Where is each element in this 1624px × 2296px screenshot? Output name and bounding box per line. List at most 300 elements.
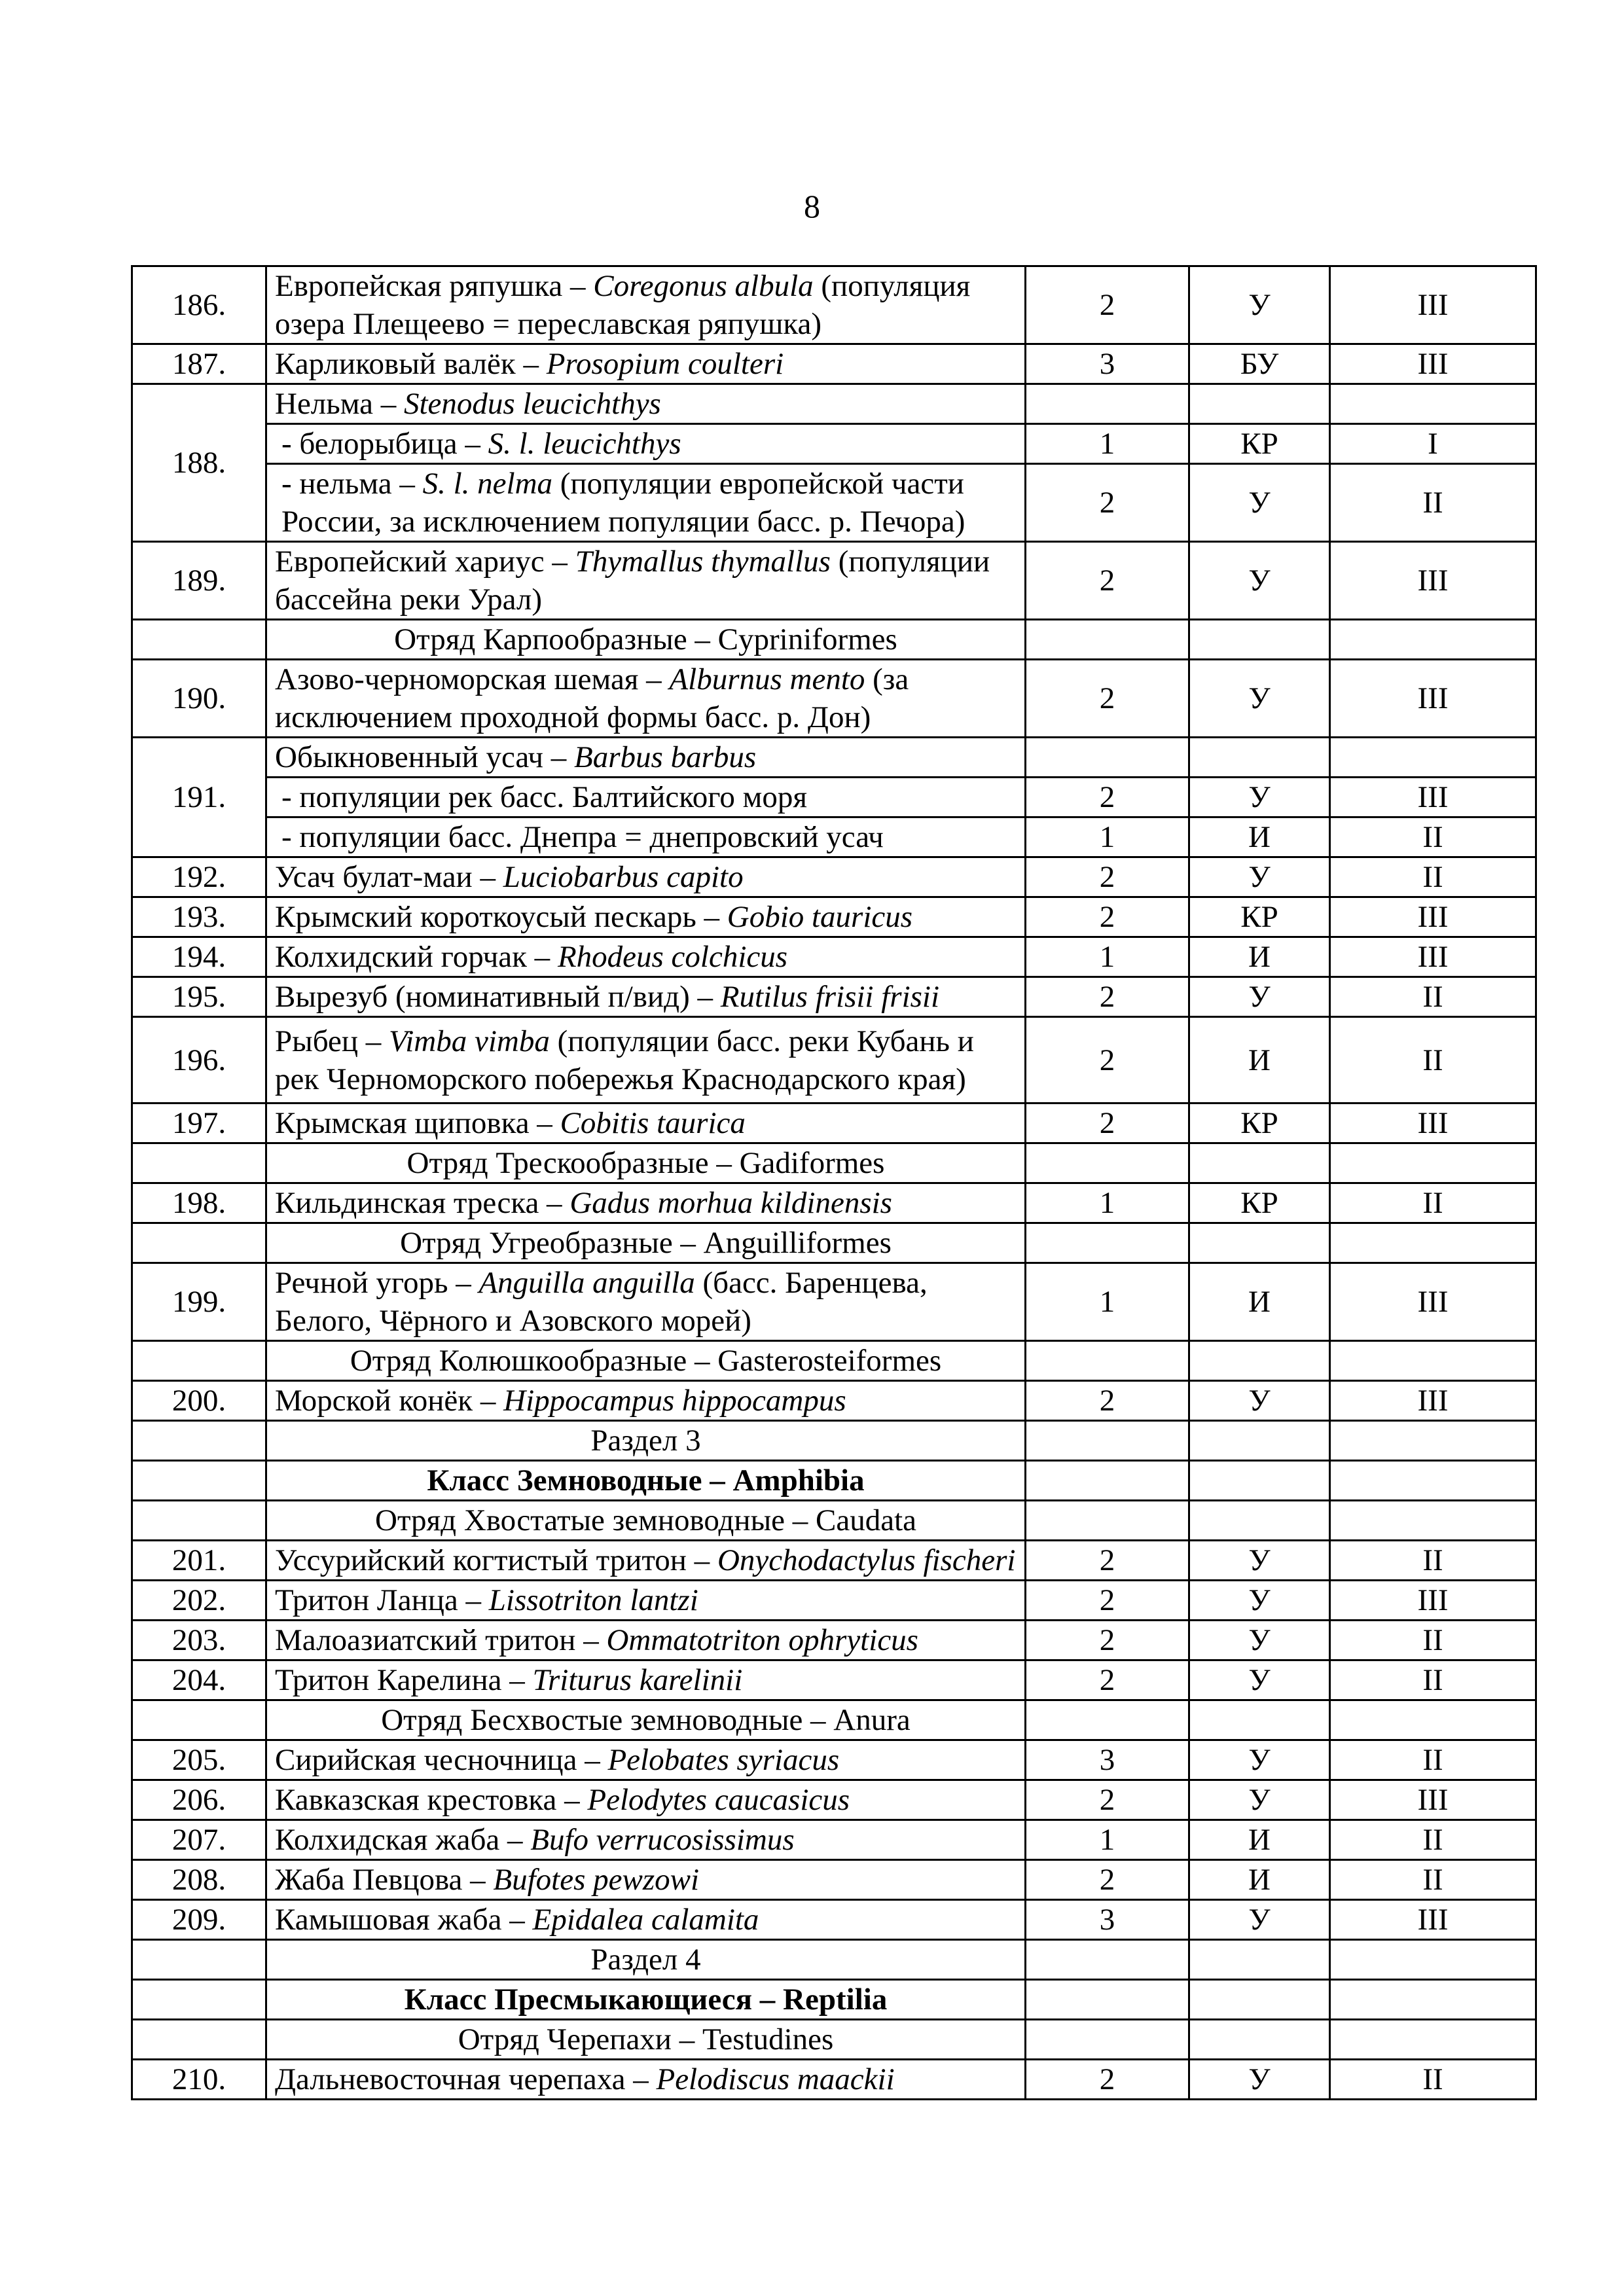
status-cell: [1189, 1541, 1330, 1581]
priority-value: III: [1417, 1903, 1449, 1937]
species-name-latin: Pelodytes caucasicus: [587, 1783, 850, 1817]
species-name: [266, 1660, 1026, 1700]
row-number-text: 210.: [171, 2062, 226, 2096]
species-name-latin: Coregonus albula: [593, 269, 814, 303]
status-value: БУ: [1240, 347, 1279, 381]
category-cell: [1026, 660, 1189, 738]
table-row: [132, 1263, 1536, 1341]
status-cell: [1189, 778, 1330, 817]
priority-value: II: [1422, 1663, 1443, 1697]
category-value: 2: [1099, 288, 1115, 322]
row-number: [132, 1820, 266, 1860]
priority-value: III: [1417, 1106, 1449, 1140]
status-value: У: [1248, 486, 1271, 520]
table-row: [132, 344, 1536, 384]
category-cell: [1026, 817, 1189, 857]
row-number: [132, 1581, 266, 1621]
table-heading-row: [132, 1341, 1536, 1381]
status-cell: [1189, 1581, 1330, 1621]
priority-value: II: [1422, 1186, 1443, 1220]
category-cell: [1026, 424, 1189, 464]
table-row: [132, 2060, 1536, 2100]
status-cell: [1189, 2060, 1330, 2100]
table-row: [132, 1860, 1536, 1900]
species-name-ru: Усач булат-маи –: [275, 860, 503, 894]
species-name-ru: Сирийская чесночница –: [275, 1743, 608, 1777]
table-row: [132, 384, 1536, 424]
table-row: [132, 424, 1536, 464]
status-cell: [1189, 424, 1330, 464]
category-cell: [1026, 344, 1189, 384]
row-number: [132, 977, 266, 1017]
table-row: [132, 660, 1536, 738]
species-name-ru: Тритон Карелина –: [275, 1663, 533, 1697]
priority-cell: [1330, 620, 1536, 660]
status-cell: [1189, 660, 1330, 738]
status-cell: [1189, 1900, 1330, 1940]
species-note: (популяции бассейна реки Урал): [275, 545, 990, 617]
species-name-latin: Luciobarbus capito: [503, 860, 744, 894]
row-number: [132, 344, 266, 384]
row-number: [132, 1900, 266, 1940]
species-name-ru: Малоазиатский тритон –: [275, 1623, 607, 1657]
species-name-ru: - популяции басс. Днепра = днепровский усач: [281, 820, 884, 854]
species-name-ru: - нельма –: [281, 467, 423, 501]
priority-cell: [1330, 1700, 1536, 1740]
table-heading-row: [132, 620, 1536, 660]
category-cell: [1026, 2060, 1189, 2100]
row-number: [132, 1980, 266, 2020]
species-name-latin: Pelobates syriacus: [607, 1743, 840, 1777]
row-number-text: 199.: [171, 1285, 226, 1319]
category-cell: [1026, 1581, 1189, 1621]
priority-cell: [1330, 424, 1536, 464]
species-name: [266, 977, 1026, 1017]
row-number-text: 188.: [171, 446, 226, 480]
row-number: [132, 1223, 266, 1263]
priority-cell: [1330, 1263, 1536, 1341]
priority-value: III: [1417, 1384, 1449, 1418]
species-name-ru: Отряд Черепахи – Testudines: [458, 2022, 834, 2056]
table-row: [132, 1900, 1536, 1940]
species-name: [266, 1740, 1026, 1780]
priority-value: II: [1422, 2062, 1443, 2096]
priority-value: III: [1417, 1285, 1449, 1319]
row-number-text: 190.: [171, 681, 226, 715]
category-cell: [1026, 1900, 1189, 1940]
category-value: 2: [1099, 1583, 1115, 1617]
category-value: 2: [1099, 1543, 1115, 1577]
species-name-latin: Anguilla anguilla: [478, 1266, 695, 1300]
status-value: У: [1248, 1583, 1271, 1617]
status-cell: [1189, 857, 1330, 897]
status-cell: [1189, 1421, 1330, 1461]
species-name-latin: Vimba vimba: [389, 1024, 550, 1058]
species-name-latin: Alburnus mento: [669, 662, 865, 696]
status-cell: [1189, 1143, 1330, 1183]
species-table: [131, 265, 1537, 2100]
category-value: 3: [1099, 1903, 1115, 1937]
priority-value: III: [1417, 780, 1449, 814]
priority-value: II: [1422, 1543, 1443, 1577]
status-cell: [1189, 1820, 1330, 1860]
category-cell: [1026, 1940, 1189, 1980]
category-cell: [1026, 1860, 1189, 1900]
species-name-ru: - белорыбица –: [281, 427, 488, 461]
row-number-text: 193.: [171, 900, 226, 934]
category-value: 2: [1099, 1623, 1115, 1657]
priority-cell: [1330, 1143, 1536, 1183]
species-name: [266, 384, 1026, 424]
category-cell: [1026, 1501, 1189, 1541]
category-value: 2: [1099, 900, 1115, 934]
table-row: [132, 1780, 1536, 1820]
row-number: [132, 620, 266, 660]
category-cell: [1026, 1461, 1189, 1501]
species-name: [266, 542, 1026, 620]
status-cell: [1189, 1461, 1330, 1501]
priority-cell: [1330, 1541, 1536, 1581]
priority-value: II: [1422, 860, 1443, 894]
table-row: [132, 897, 1536, 937]
species-name-latin: Ommatotriton ophryticus: [606, 1623, 918, 1657]
category-cell: [1026, 897, 1189, 937]
species-name-latin: Bufotes pewzowi: [493, 1863, 700, 1897]
row-number: [132, 897, 266, 937]
category-value: 1: [1099, 1823, 1115, 1857]
row-number-text: 197.: [171, 1106, 226, 1140]
status-cell: [1189, 897, 1330, 937]
priority-cell: [1330, 1980, 1536, 2020]
page-number: 8: [804, 188, 820, 224]
status-cell: [1189, 1223, 1330, 1263]
row-number: [132, 1263, 266, 1341]
status-cell: [1189, 542, 1330, 620]
priority-value: II: [1422, 486, 1443, 520]
table-heading-row: [132, 1501, 1536, 1541]
category-value: 2: [1099, 980, 1115, 1014]
status-cell: [1189, 1700, 1330, 1740]
species-name-ru: Кильдинская треска –: [275, 1186, 570, 1220]
row-number: [132, 1621, 266, 1660]
priority-cell: [1330, 1820, 1536, 1860]
species-name-ru: Колхидская жаба –: [275, 1823, 531, 1857]
row-number: [132, 1541, 266, 1581]
category-cell: [1026, 778, 1189, 817]
species-name-ru: Вырезуб (номинативный п/вид) –: [275, 980, 721, 1014]
priority-cell: [1330, 1660, 1536, 1700]
table-row: [132, 738, 1536, 778]
status-value: У: [1248, 860, 1271, 894]
species-name-ru: Отряд Бесхвостые земноводные – Anura: [381, 1703, 911, 1737]
species-name: [266, 1581, 1026, 1621]
species-name-latin: Pelodiscus maackii: [656, 2062, 895, 2096]
species-name: [266, 266, 1026, 344]
priority-cell: [1330, 1381, 1536, 1421]
species-name: [266, 1263, 1026, 1341]
species-name-ru: Отряд Колюшкообразные – Gasterosteiformes: [350, 1344, 942, 1378]
priority-value: III: [1417, 681, 1449, 715]
row-number-text: 206.: [171, 1783, 226, 1817]
table-row: [132, 1820, 1536, 1860]
status-value: У: [1248, 1903, 1271, 1937]
table-heading-row: [132, 1461, 1536, 1501]
species-name-ru: Европейская ряпушка –: [275, 269, 594, 303]
category-value: 2: [1099, 1783, 1115, 1817]
category-cell: [1026, 2020, 1189, 2060]
table-row: [132, 1183, 1536, 1223]
priority-cell: [1330, 344, 1536, 384]
priority-value: III: [1417, 1583, 1449, 1617]
category-cell: [1026, 738, 1189, 778]
row-number-text: 195.: [171, 980, 226, 1014]
species-name-ru: Карликовый валёк –: [275, 347, 547, 381]
category-value: 1: [1099, 820, 1115, 854]
section-heading: [266, 1421, 1026, 1461]
category-value: 1: [1099, 1285, 1115, 1319]
species-name-latin: Barbus barbus: [574, 740, 757, 774]
species-name: [266, 1780, 1026, 1820]
category-cell: [1026, 1820, 1189, 1860]
priority-cell: [1330, 1341, 1536, 1381]
priority-cell: [1330, 1740, 1536, 1780]
category-cell: [1026, 1700, 1189, 1740]
species-name-ru: Речной угорь –: [275, 1266, 479, 1300]
row-number: [132, 1381, 266, 1421]
status-value: У: [1248, 980, 1271, 1014]
category-value: 2: [1099, 1384, 1115, 1418]
status-value: И: [1248, 1863, 1271, 1897]
category-value: 2: [1099, 564, 1115, 598]
row-number: [132, 2020, 266, 2060]
row-number: [132, 1183, 266, 1223]
species-name: [266, 1381, 1026, 1421]
species-name-latin: Rhodeus colchicus: [557, 940, 788, 974]
section-heading: [266, 2020, 1026, 2060]
status-cell: [1189, 1103, 1330, 1143]
category-cell: [1026, 1263, 1189, 1341]
priority-cell: [1330, 1581, 1536, 1621]
table-heading-row: [132, 1700, 1536, 1740]
table-heading-row: [132, 1143, 1536, 1183]
species-name-ru: Уссурийский когтистый тритон –: [275, 1543, 717, 1577]
species-name-latin: Gobio tauricus: [727, 900, 913, 934]
category-cell: [1026, 937, 1189, 977]
species-name-ru: Обыкновенный усач –: [275, 740, 575, 774]
category-cell: [1026, 620, 1189, 660]
status-value: КР: [1240, 427, 1278, 461]
status-cell: [1189, 344, 1330, 384]
table-heading-row: [132, 2020, 1536, 2060]
status-value: КР: [1240, 1106, 1278, 1140]
species-name: [266, 1820, 1026, 1860]
species-name-latin: Bufo verrucosissimus: [530, 1823, 795, 1857]
species-name-ru: Отряд Угреобразные – Anguilliformes: [400, 1226, 892, 1260]
species-name: [266, 464, 1026, 542]
priority-value: III: [1417, 347, 1449, 381]
row-number-text: 205.: [171, 1743, 226, 1777]
category-value: 2: [1099, 681, 1115, 715]
category-value: 1: [1099, 427, 1115, 461]
status-cell: [1189, 1183, 1330, 1223]
priority-cell: [1330, 817, 1536, 857]
row-number: [132, 2060, 266, 2100]
priority-value: III: [1417, 288, 1449, 322]
status-cell: [1189, 1940, 1330, 1980]
category-cell: [1026, 1660, 1189, 1700]
row-number-text: 202.: [171, 1583, 226, 1617]
species-name: [266, 1900, 1026, 1940]
priority-cell: [1330, 1780, 1536, 1820]
row-number-text: 208.: [171, 1863, 226, 1897]
status-value: У: [1248, 1543, 1271, 1577]
species-name-ru: Крымский короткоусый пескарь –: [275, 900, 727, 934]
row-number-text: 187.: [171, 347, 226, 381]
priority-cell: [1330, 1103, 1536, 1143]
status-value: И: [1248, 820, 1271, 854]
species-name: [266, 897, 1026, 937]
category-value: 2: [1099, 486, 1115, 520]
status-cell: [1189, 1263, 1330, 1341]
species-name-ru: Класс Земноводные – Amphibia: [427, 1463, 865, 1498]
row-number: [132, 1740, 266, 1780]
table-row: [132, 1541, 1536, 1581]
status-cell: [1189, 1980, 1330, 2020]
category-value: 2: [1099, 1663, 1115, 1697]
priority-cell: [1330, 1900, 1536, 1940]
priority-cell: [1330, 464, 1536, 542]
row-number: [132, 1461, 266, 1501]
species-name-latin: Onychodactylus fischeri: [717, 1543, 1016, 1577]
table-row: [132, 542, 1536, 620]
row-number: [132, 542, 266, 620]
species-name-ru: Колхидский горчак –: [275, 940, 558, 974]
species-name: [266, 344, 1026, 384]
row-number: [132, 1341, 266, 1381]
species-name-ru: Раздел 4: [590, 1943, 701, 1977]
species-name-latin: Epidalea calamita: [532, 1903, 759, 1937]
species-name: [266, 1017, 1026, 1103]
species-name-ru: Жаба Певцова –: [275, 1863, 494, 1897]
species-name-latin: Lissotriton lantzi: [488, 1583, 698, 1617]
status-cell: [1189, 464, 1330, 542]
priority-cell: [1330, 542, 1536, 620]
species-name-latin: Thymallus thymallus: [575, 545, 831, 579]
priority-cell: [1330, 1940, 1536, 1980]
category-cell: [1026, 857, 1189, 897]
section-heading: [266, 1501, 1026, 1541]
priority-value: II: [1422, 980, 1443, 1014]
table-row: [132, 1621, 1536, 1660]
species-note: (за исключением проходной формы басс. р. Дон): [275, 662, 909, 734]
row-number: [132, 266, 266, 344]
category-cell: [1026, 384, 1189, 424]
status-cell: [1189, 738, 1330, 778]
species-name-ru: Нельма –: [275, 387, 404, 421]
priority-value: II: [1422, 1623, 1443, 1657]
table-row: [132, 1660, 1536, 1700]
category-value: 3: [1099, 347, 1115, 381]
species-name-ru: Морской конёк –: [275, 1384, 504, 1418]
section-heading: [266, 1700, 1026, 1740]
section-heading: [266, 1940, 1026, 1980]
species-name-ru: Азово-черноморская шемая –: [275, 662, 670, 696]
species-name-latin: Rutilus frisii frisii: [720, 980, 940, 1014]
species-name-latin: Triturus karelinii: [532, 1663, 743, 1697]
species-note: (популяции европейской части России, за исключением популяции басс. р. Печора): [281, 467, 965, 539]
table-row: [132, 817, 1536, 857]
status-cell: [1189, 1660, 1330, 1700]
row-number-text: 209.: [171, 1903, 226, 1937]
category-cell: [1026, 542, 1189, 620]
table-heading-row: [132, 1980, 1536, 2020]
priority-cell: [1330, 778, 1536, 817]
status-cell: [1189, 817, 1330, 857]
species-name-latin: S. l. leucichthys: [488, 427, 681, 461]
section-heading: [266, 620, 1026, 660]
species-name-ru: Раздел 3: [590, 1424, 701, 1458]
priority-cell: [1330, 266, 1536, 344]
category-cell: [1026, 1621, 1189, 1660]
row-number: [132, 1103, 266, 1143]
row-number-text: 186.: [171, 288, 226, 322]
row-number-text: 196.: [171, 1043, 226, 1077]
table-row: [132, 1581, 1536, 1621]
category-cell: [1026, 977, 1189, 1017]
category-cell: [1026, 1183, 1189, 1223]
category-cell: [1026, 1103, 1189, 1143]
species-name-latin: Stenodus leucichthys: [403, 387, 661, 421]
status-cell: [1189, 1780, 1330, 1820]
status-cell: [1189, 266, 1330, 344]
priority-value: II: [1422, 1743, 1443, 1777]
species-name-ru: - популяции рек басс. Балтийского моря: [281, 780, 807, 814]
section-heading: [266, 1980, 1026, 2020]
species-name: [266, 817, 1026, 857]
table-row: [132, 464, 1536, 542]
status-cell: [1189, 1740, 1330, 1780]
priority-cell: [1330, 2060, 1536, 2100]
species-name-ru: Отряд Трескообразные – Gadiformes: [406, 1146, 885, 1180]
species-name: [266, 1541, 1026, 1581]
section-heading: [266, 1341, 1026, 1381]
priority-cell: [1330, 977, 1536, 1017]
category-cell: [1026, 266, 1189, 344]
category-cell: [1026, 1223, 1189, 1263]
status-value: У: [1248, 1663, 1271, 1697]
priority-value: II: [1422, 820, 1443, 854]
category-value: 2: [1099, 2062, 1115, 2096]
table-row: [132, 977, 1536, 1017]
status-value: У: [1248, 288, 1271, 322]
row-number: [132, 1501, 266, 1541]
species-name-ru: Рыбец –: [275, 1024, 389, 1058]
status-value: У: [1248, 2062, 1271, 2096]
priority-cell: [1330, 897, 1536, 937]
category-value: 2: [1099, 1106, 1115, 1140]
row-number-text: 203.: [171, 1623, 226, 1657]
status-value: И: [1248, 1823, 1271, 1857]
category-value: 3: [1099, 1743, 1115, 1777]
row-number: [132, 384, 266, 542]
row-number-text: 204.: [171, 1663, 226, 1697]
row-number: [132, 738, 266, 857]
priority-cell: [1330, 738, 1536, 778]
row-number-text: 201.: [171, 1543, 226, 1577]
priority-cell: [1330, 2020, 1536, 2060]
species-name: [266, 1103, 1026, 1143]
table-row: [132, 857, 1536, 897]
